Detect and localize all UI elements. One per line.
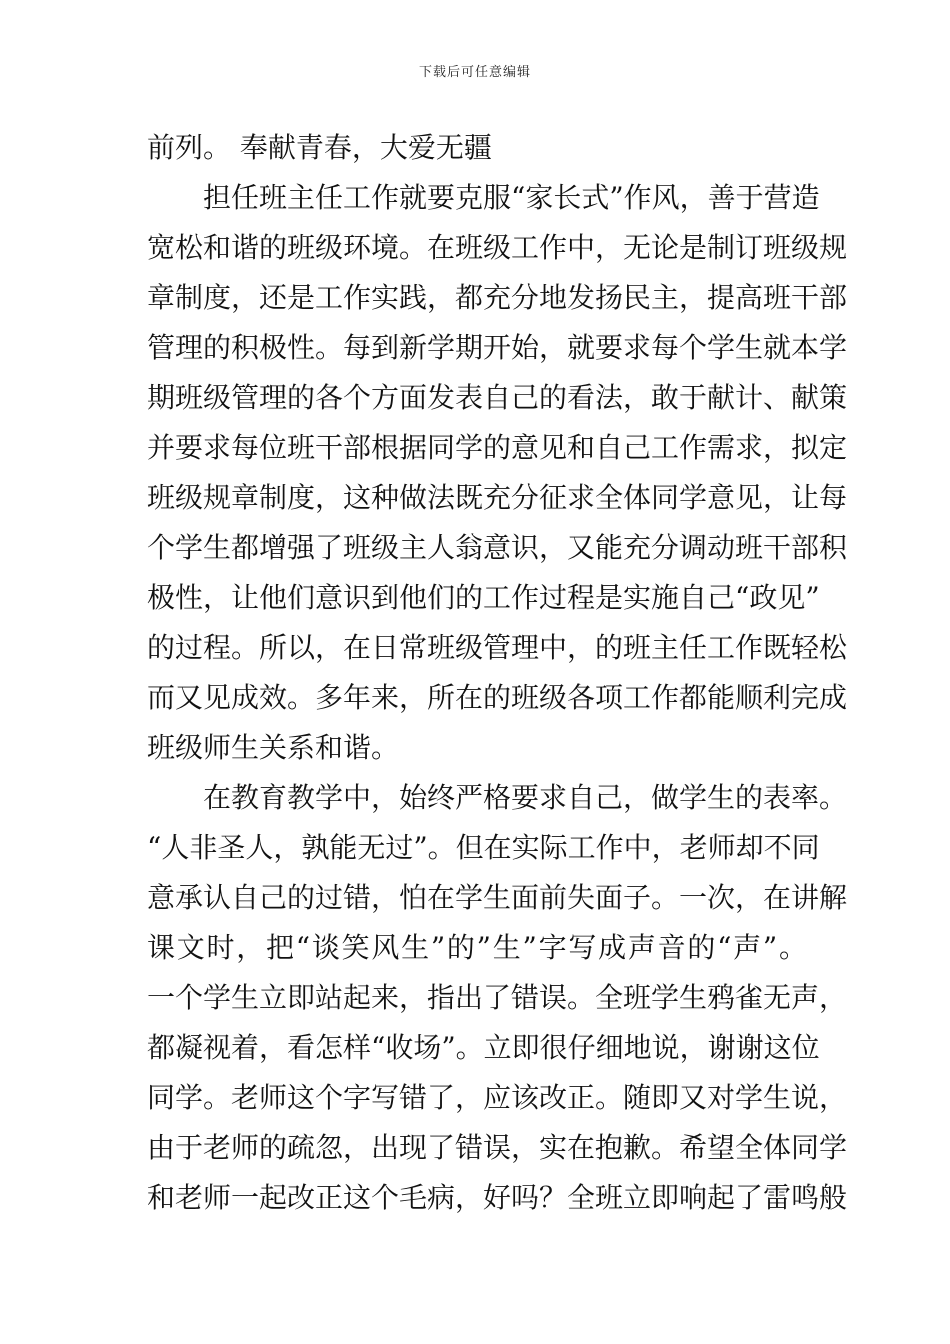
text-line: 和老师一起改正这个毛病，好吗？全班立即响起了雷鸣般 [147, 1181, 848, 1214]
text-line: 一个学生立即站起来，指出了错误。全班学生鸦雀无声， [147, 981, 848, 1014]
text-line: 担任班主任工作就要克服“家长式”作风，善于营造 [203, 181, 820, 214]
text-line: 在教育教学中，始终严格要求自己，做学生的表率。 [203, 781, 848, 814]
text-line: 而又见成效。多年来，所在的班级各项工作都能顺利完成 [147, 681, 848, 714]
text-line: 章制度，还是工作实践，都充分地发扬民主，提高班干部 [147, 281, 848, 314]
text-line: 都凝视着，看怎样“收场”。立即很仔细地说，谢谢这位 [147, 1031, 820, 1064]
text-line: 由于老师的疏忽，出现了错误，实在抱歉。希望全体同学 [147, 1131, 848, 1164]
text-line: 管理的积极性。每到新学期开始，就要求每个学生就本学 [147, 331, 848, 364]
text-line: 意承认自己的过错，怕在学生面前失面子。一次，在讲解 [147, 881, 848, 914]
text-line: 并要求每位班干部根据同学的意见和自己工作需求，拟定 [147, 431, 848, 464]
text-line: 班级师生关系和谐。 [147, 731, 400, 764]
text-line: 宽松和谐的班级环境。在班级工作中，无论是制订班级规 [147, 231, 848, 264]
page-header: 下载后可任意编辑 [418, 65, 531, 80]
text-line: 同学。老师这个字写错了，应该改正。随即又对学生说， [147, 1081, 848, 1114]
text-line: 期班级管理的各个方面发表自己的看法，敢于献计、献策 [147, 381, 848, 414]
text-line: “人非圣人，孰能无过”。但在实际工作中，老师却不同 [147, 831, 820, 864]
text-line: 班级规章制度，这种做法既充分征求全体同学意见，让每 [147, 481, 848, 514]
text-line: 的过程。所以，在日常班级管理中，的班主任工作既轻松 [147, 631, 848, 664]
text-line: 极性，让他们意识到他们的工作过程是实施自己“政见” [147, 581, 820, 614]
text-line: 前列。 奉献青春，大爱无疆 [147, 131, 492, 164]
text-line: 个学生都增强了班级主人翁意识，又能充分调动班干部积 [147, 531, 848, 564]
text-line: 课文时，把“谈笑风生”的”生”字写成声音的“声”。 [147, 931, 807, 964]
body-text [147, 123, 848, 1223]
